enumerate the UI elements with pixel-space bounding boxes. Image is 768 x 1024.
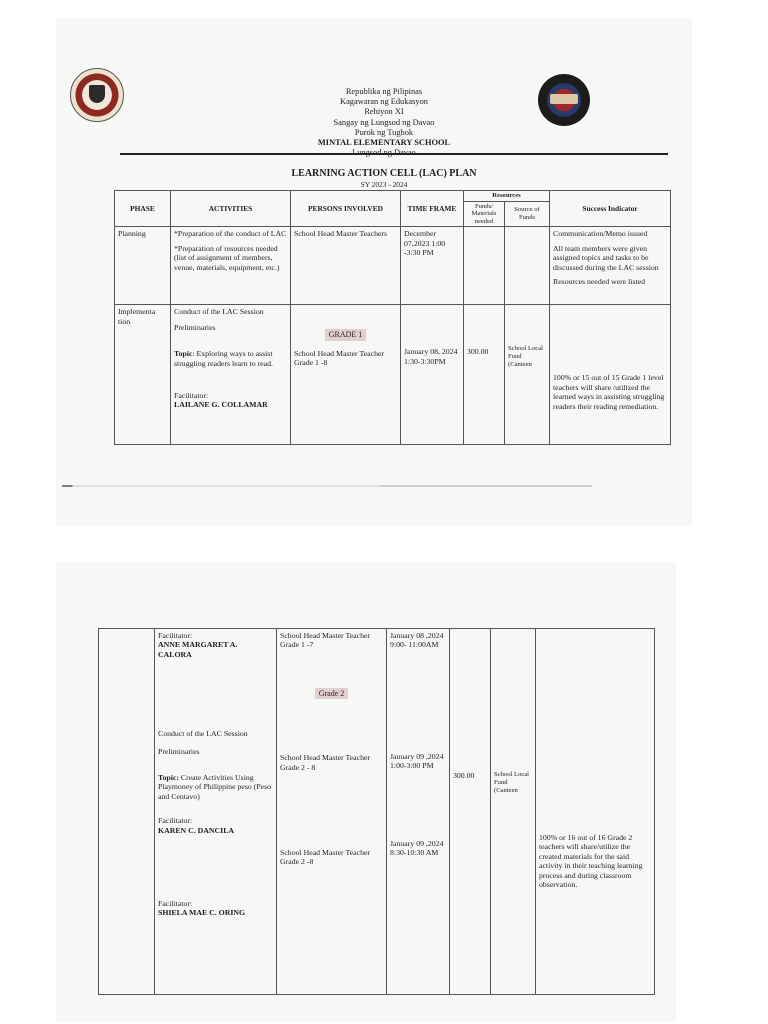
facilitator-name: KAREN C. DANCILA [158,825,235,835]
header-line: Sangay ng Lungsod ng Davao [333,117,435,127]
phase-cell: Planning [115,227,171,305]
school-name: MINTAL ELEMENTARY SCHOOL [317,138,451,148]
persons-text: School Head Master Teacher Grade 2 -8 [280,848,371,867]
table-row [115,305,671,445]
facilitator-label: Facilitator: [158,631,193,640]
indicator-text: 100% or 16 out of 16 Grade 2 teachers will share/utilize the created materials for the said activity in their teaching learning process and during classroom observation. [539,833,643,890]
indicator-text: All team members were given assigned topics and tasks to be discussed during the LAC session [553,243,659,272]
header-line: Rehiyon XI [364,107,404,117]
indicator-cell [550,305,671,445]
facilitator-name: LAILANE G. COLLAMAR [174,400,268,410]
indicator-text: Communication/Memo issued [553,229,648,239]
funds-text: 300.00 [467,347,489,357]
funds-cell [450,629,491,995]
facilitator-label: Facilitator: [158,899,193,909]
time-text: January 08 ,2024 9:00- 11:00AM [390,631,444,650]
persons-cell [291,305,401,445]
activity-text: Conduct of the LAC Session [158,729,248,739]
header-line: Republika ng Pilipinas [345,87,423,96]
header-resources: Resources [464,191,550,202]
facilitator-label: Facilitator: [158,816,193,826]
header-divider [120,153,668,155]
header-phase: PHASE [115,191,171,227]
source-text: School Local Fund (Canteen [508,345,543,369]
lac-plan-table [114,190,671,445]
grade-label: Grade 2 [315,688,349,699]
persons-text: School Head Master Teacher Grade 1 -7 [280,631,371,650]
activities-cell [155,629,277,995]
header-source: Source of Funds [505,201,550,227]
source-cell [505,227,550,305]
header-line: Kagawaran ng Edukasyon [340,97,428,107]
time-cell: December 07,2023 1:00 -3:30 PM [401,227,464,305]
indicator-cell [550,227,671,305]
grade-label: GRADE 1 [325,329,367,340]
topic-text: : Exploring ways to assist struggling readers learn to read. [174,349,273,368]
activity-text: *Preparation of resources needed (list of assignment of members, venue, materials, equipment, etc.) [174,243,280,272]
school-year: SY 2023 - 2024 [360,180,408,189]
time-text: January 08, 2024 1:30-3:30PM [404,347,458,366]
source-cell [491,629,536,995]
funds-cell [464,227,505,305]
activity-text: Preliminaries [174,322,216,332]
time-text: January 09 ,2024 8:30-10:30 AM [390,838,444,858]
phase-cell: Implementa tion [115,305,171,445]
header-time-frame: TIME FRAME [401,191,464,227]
lac-plan-table-continued [98,628,655,995]
table-row [115,227,671,305]
time-cell [401,305,464,445]
time-text: January 09 ,2024 1:00-3:00 PM [390,751,444,771]
persons-text: School Head Master Teacher Grade 2 - 8 [280,753,371,772]
topic-label: Topic [174,349,193,359]
indicator-text: 100% or 15 out of 15 Grade 1 level teachers will share /utilized the learned ways in assisting struggling readers their reading remediation. [553,373,665,411]
phase-cell [99,629,155,995]
header-activities: ACTIVITIES [171,191,291,227]
header-line: Purok ng Tugbok [354,127,414,137]
activities-cell [171,227,291,305]
facilitator-name: SHIELA MAE C. ORING [158,908,246,918]
scan-artifact [62,485,592,487]
indicator-text: Resources needed were listed [553,277,646,286]
persons-cell [277,629,387,995]
header-success-indicator: Success Indicator [550,191,671,227]
document-title: LEARNING ACTION CELL (LAC) PLAN [291,168,477,179]
persons-text: School Head Master Teacher Grade 1 -8 [294,348,385,368]
header-persons: PERSONS INVOLVED [291,191,401,227]
letterhead [0,87,768,158]
activity-text: Conduct of the LAC Session [174,307,264,317]
activities-cell [171,305,291,445]
funds-text: 300.00 [453,771,475,780]
topic-label: Topic: [158,773,179,783]
indicator-cell [536,629,655,995]
topic-text: Create Activities Using Playmoney of Philippine peso (Peso and Centavo) [158,773,272,801]
source-text: School Local Fund (Canteen [494,771,529,794]
time-cell [387,629,450,995]
facilitator-label: Facilitator: [174,391,209,400]
persons-cell: School Head Master Teachers [291,227,401,305]
activity-text: Preliminaries [158,746,200,756]
funds-cell [464,305,505,445]
table-row [99,629,655,995]
activity-text: *Preparation of the conduct of LAC [174,229,287,239]
facilitator-name: ANNE MARGARET A. CALORA [158,640,238,659]
source-cell [505,305,550,445]
header-funds: Funds/ Materials needed [464,201,505,227]
